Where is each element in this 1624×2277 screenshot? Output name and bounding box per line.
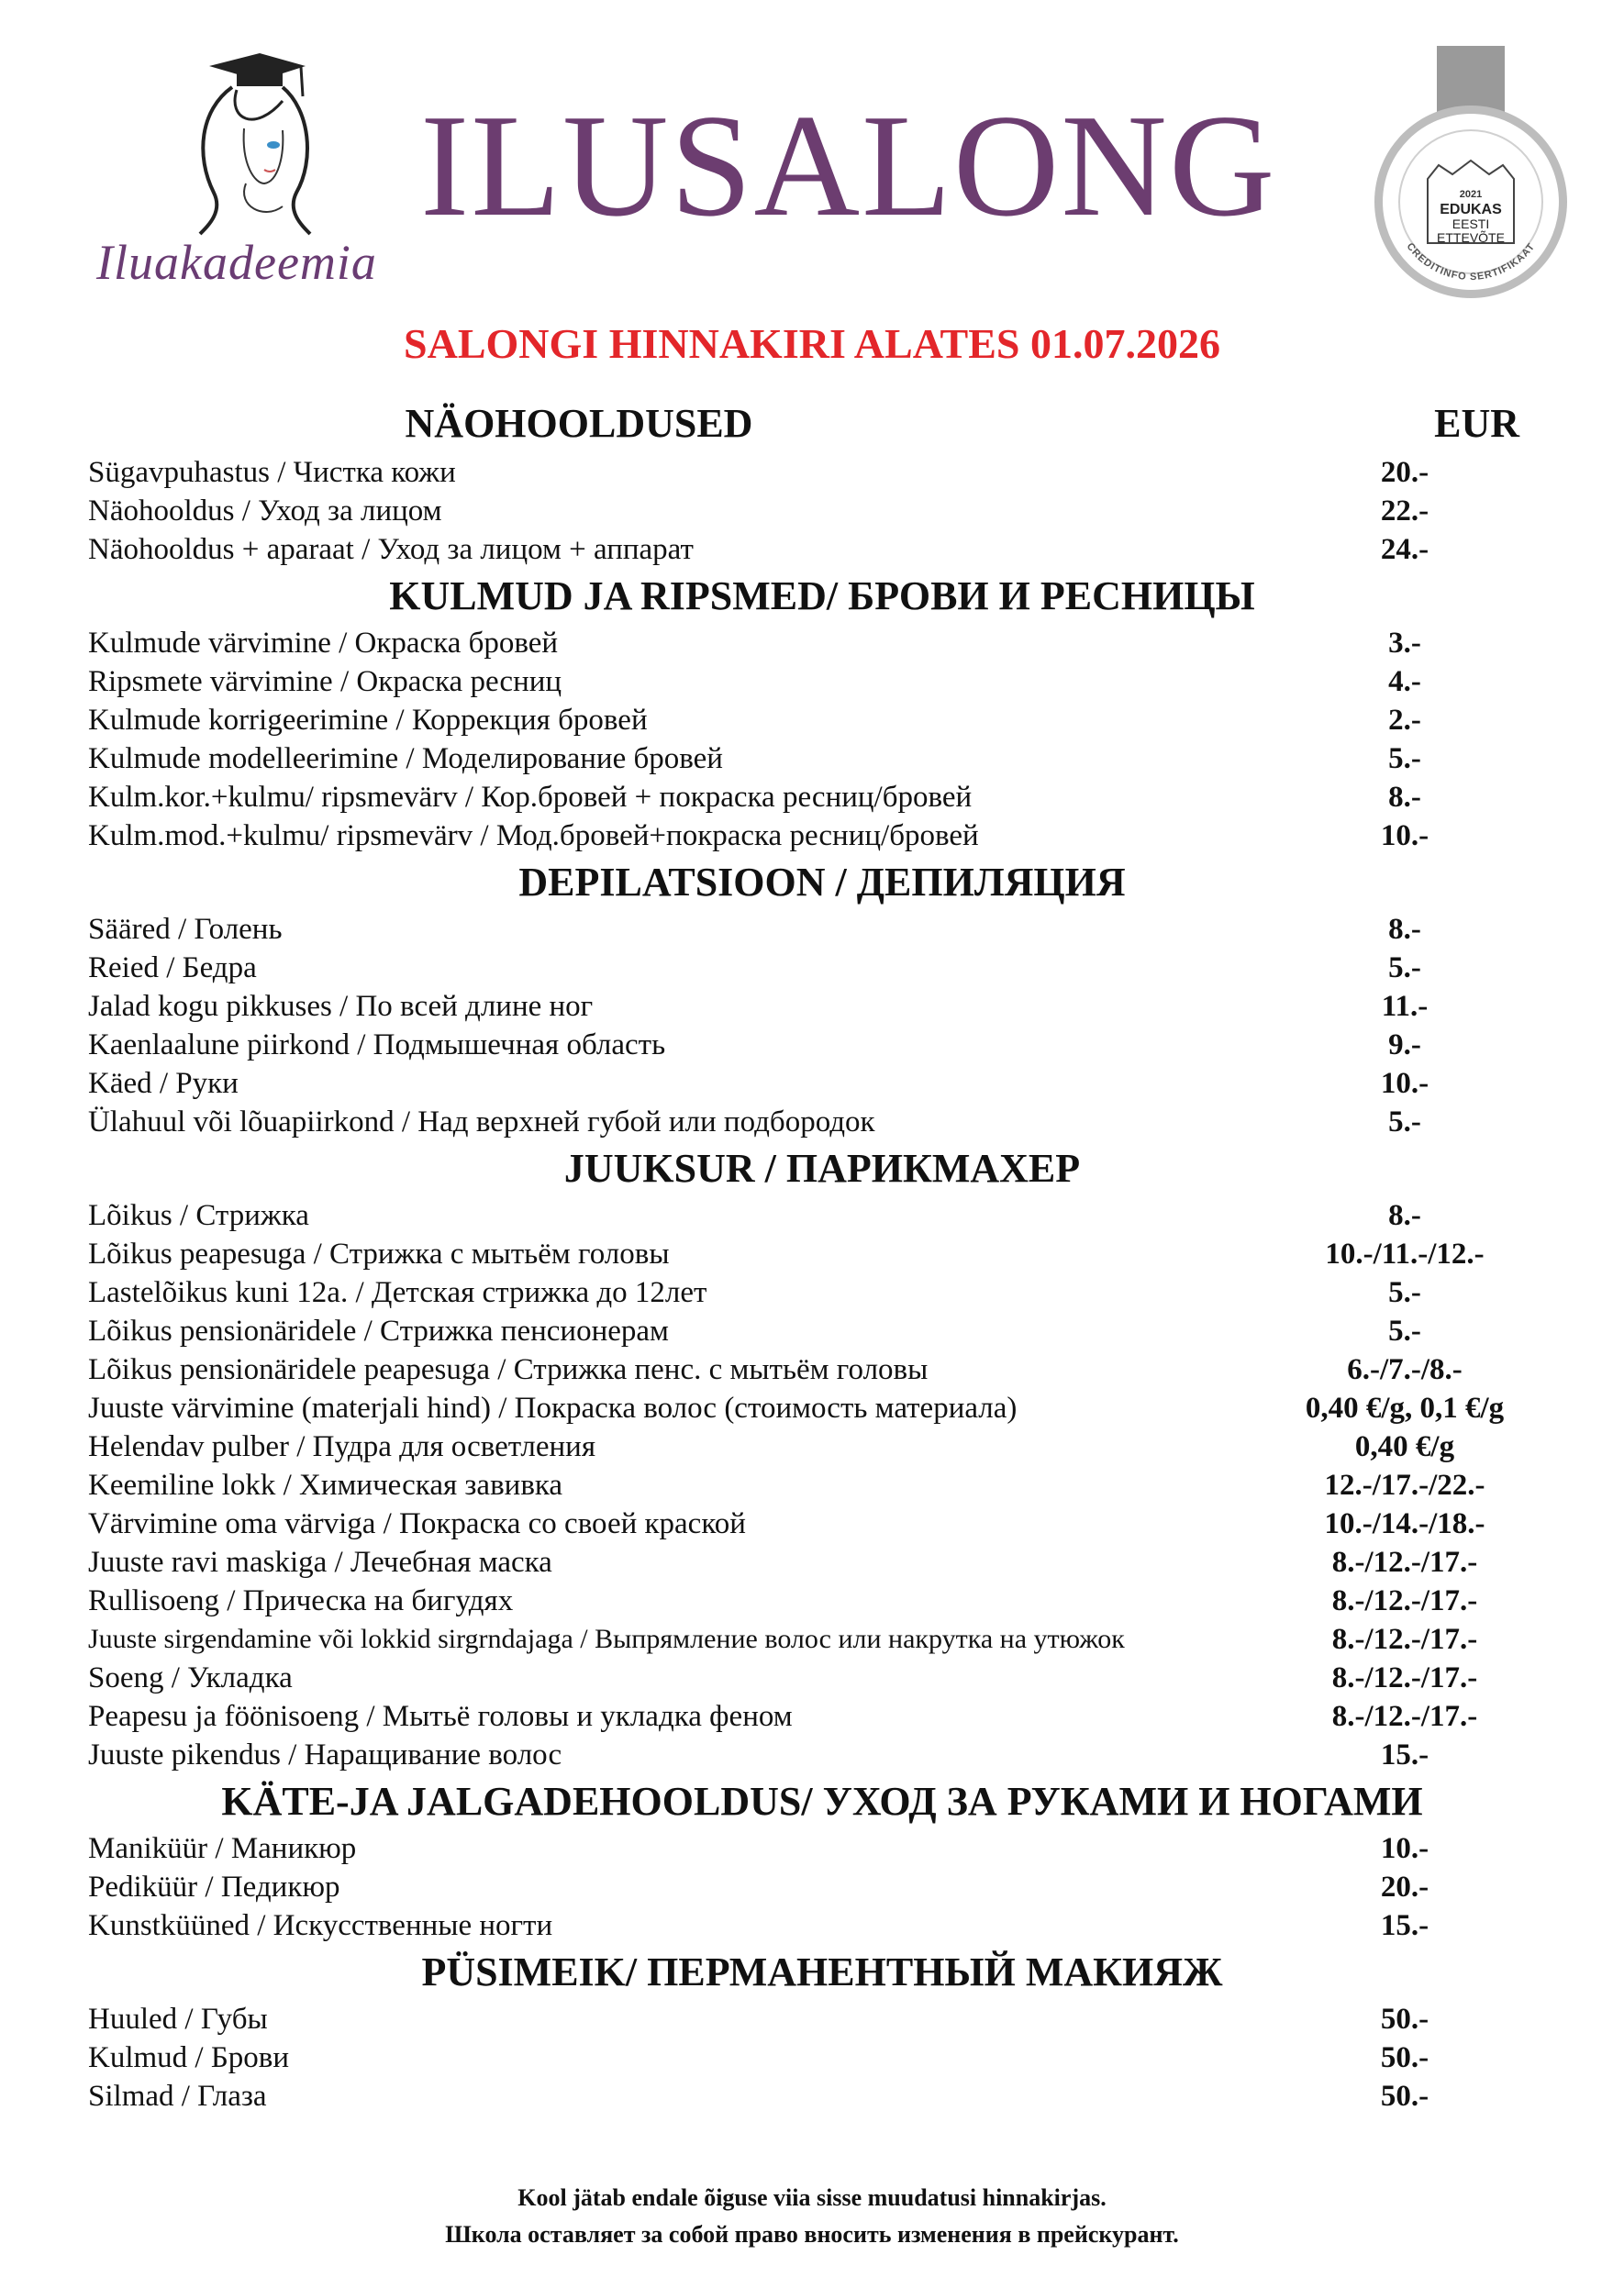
service-name: Kulmude modelleerimine / Моделирование бровей — [88, 742, 723, 775]
service-price: 8.-/12.-/17.- — [1331, 1584, 1478, 1617]
service-name: Kulmud / Брови — [88, 2041, 290, 2074]
service-name: Lõikus / Стрижка — [88, 1199, 309, 1232]
price-row — [88, 530, 1556, 569]
price-row — [88, 1350, 1556, 1389]
service-name: Keemiline lokk / Химическая завивка — [88, 1469, 563, 1502]
price-row — [88, 662, 1556, 701]
price-row — [88, 1103, 1556, 1141]
price-row — [88, 1196, 1556, 1235]
footer-line-et: Kool jätab endale õiguse viia sisse muudatusi hinnakirjas. — [517, 2184, 1107, 2211]
service-name: Silmad / Глаза — [88, 2080, 267, 2113]
service-price: 8.-/12.-/17.- — [1331, 1661, 1478, 1694]
price-row — [88, 778, 1556, 816]
service-price: 10.- — [1380, 1067, 1429, 1100]
service-name: Juuste pikendus / Наращивание волос — [88, 1738, 562, 1772]
service-name: Lõikus pensionäridele / Стрижка пенсионерам — [88, 1315, 669, 1348]
service-name: Ülahuul või lõuapiirkond / Над верхней губой или подбородок — [88, 1105, 875, 1138]
service-name: Näohooldus / Уход за лицом — [88, 494, 442, 528]
page-header — [0, 0, 1624, 312]
service-price: 8.-/12.-/17.- — [1331, 1546, 1478, 1579]
price-row — [88, 2077, 1556, 2116]
service-price: 22.- — [1380, 494, 1429, 528]
price-list — [88, 394, 1556, 2116]
woman-graduate-icon — [145, 46, 328, 239]
service-name: Kulmude korrigeerimine / Коррекция бровей — [88, 704, 648, 737]
service-name: Jalad kogu pikkuses / По всей длине ног — [88, 990, 594, 1023]
badge-line2: EESTI — [1452, 217, 1490, 231]
service-price: 50.- — [1380, 2003, 1429, 2036]
section-title — [88, 394, 1556, 453]
price-row — [88, 1659, 1556, 1697]
service-price: 8.-/12.-/17.- — [1331, 1623, 1478, 1656]
service-price: 8.-/12.-/17.- — [1331, 1700, 1478, 1733]
service-price: 6.-/7.-/8.- — [1347, 1353, 1463, 1386]
price-row — [88, 2000, 1556, 2038]
badge-ring-text: CREDITINFO SERTIFIKAAT — [1404, 240, 1538, 283]
price-row — [88, 1620, 1556, 1659]
badge-line3: ETTEVÕTE — [1437, 230, 1505, 245]
service-price: 15.- — [1380, 1909, 1429, 1942]
service-price: 8.- — [1388, 1199, 1421, 1232]
service-name: Sügavpuhastus / Чистка кожи — [88, 456, 456, 489]
service-price: 20.- — [1380, 1871, 1429, 1904]
price-row — [88, 1026, 1556, 1064]
service-name: Helendav pulber / Пудра для осветления — [88, 1430, 596, 1463]
academy-name: Iluakadeemia — [96, 235, 377, 290]
service-name: Rullisoeng / Прическа на бигудях — [88, 1584, 514, 1617]
service-name: Käed / Руки — [88, 1067, 239, 1100]
service-name: Huuled / Губы — [88, 2003, 268, 2036]
price-row — [88, 1582, 1556, 1620]
service-name: Ripsmete värvimine / Окраска ресниц — [88, 665, 562, 698]
service-price: 3.- — [1388, 627, 1421, 660]
service-name: Värvimine oma värviga / Покраска со своей краской — [88, 1507, 746, 1540]
section-title: KÄTE-JA JALGADEHOOLDUS/ УХОД ЗА РУКАМИ И НОГАМИ — [221, 1779, 1423, 1824]
price-row — [88, 816, 1556, 855]
price-row — [88, 492, 1556, 530]
service-name: Reied / Бедра — [88, 951, 257, 984]
section-title: KULMUD JA RIPSMED/ БРОВИ И РЕСНИЦЫ — [389, 573, 1255, 618]
service-price: 24.- — [1380, 533, 1429, 566]
service-price: 0,40 €/g — [1354, 1430, 1455, 1463]
service-name: Maniküür / Маникюр — [88, 1832, 357, 1865]
price-row — [88, 1064, 1556, 1103]
service-price: 12.-/17.-/22.- — [1324, 1469, 1485, 1502]
service-price: 5.- — [1388, 951, 1421, 984]
price-row — [88, 1868, 1556, 1906]
service-price: 4.- — [1388, 665, 1421, 698]
price-row — [88, 910, 1556, 949]
price-row — [88, 1466, 1556, 1505]
service-price: 11.- — [1381, 990, 1429, 1023]
service-price: 8.- — [1388, 781, 1421, 814]
service-name: Kulmude värvimine / Окраска бровей — [88, 627, 559, 660]
service-price: 9.- — [1388, 1028, 1421, 1061]
service-name: Näohooldus + aparaat / Уход за лицом + аппарат — [88, 533, 694, 566]
service-price: 50.- — [1380, 2080, 1429, 2113]
service-price: 10.- — [1380, 1832, 1429, 1865]
price-row — [88, 1312, 1556, 1350]
service-name: Pediküür / Педикюр — [88, 1871, 340, 1904]
service-price: 5.- — [1388, 1276, 1421, 1309]
service-name: Peapesu ja föönisoeng / Мытьё головы и укладка феном — [88, 1700, 793, 1733]
service-price: 10.-/11.-/12.- — [1325, 1238, 1485, 1271]
price-row — [88, 987, 1556, 1026]
price-row — [88, 1829, 1556, 1868]
price-row — [88, 1736, 1556, 1774]
academy-logo — [81, 46, 393, 294]
service-name: Lastelõikus kuni 12a. / Детская стрижка до 12лет — [88, 1276, 707, 1309]
footer-line-ru: Школа оставляет за собой право вносить изменения в прейскурант. — [445, 2221, 1179, 2248]
service-name: Kulm.mod.+kulmu/ ripsmevärv / Мод.бровей+покраска ресниц/бровей — [88, 819, 979, 852]
service-name: Soeng / Укладка — [88, 1661, 293, 1694]
service-price: 20.- — [1380, 456, 1429, 489]
section-title-text: NÄOHOOLDUSED — [405, 401, 753, 446]
service-price: 8.- — [1388, 913, 1421, 946]
service-name: Sääred / Голень — [88, 913, 283, 946]
footer-disclaimer — [0, 2180, 1624, 2253]
service-price: 50.- — [1380, 2041, 1429, 2074]
service-price: 10.-/14.-/18.- — [1324, 1507, 1485, 1540]
price-row — [88, 1273, 1556, 1312]
price-row — [88, 624, 1556, 662]
price-row — [88, 949, 1556, 987]
service-name: Lõikus pensionäridele peapesuga / Стрижка пенс. с мытьём головы — [88, 1353, 929, 1386]
price-row — [88, 453, 1556, 492]
service-name: Kulm.kor.+kulmu/ ripsmevärv / Кор.бровей + покраска ресниц/бровей — [88, 781, 973, 814]
price-row — [88, 1543, 1556, 1582]
badge-year: 2021 — [1459, 189, 1483, 200]
service-price: 15.- — [1380, 1738, 1429, 1772]
service-price: 10.- — [1380, 819, 1429, 852]
price-row — [88, 1235, 1556, 1273]
service-name: Kaenlaalune piirkond / Подмышечная область — [88, 1028, 666, 1061]
page-title: ILUSALONG — [420, 83, 1277, 247]
price-row — [88, 739, 1556, 778]
service-price: 5.- — [1388, 1105, 1421, 1138]
service-price: 2.- — [1388, 704, 1421, 737]
currency-label: EUR — [1434, 401, 1519, 446]
service-name: Lõikus peapesuga / Стрижка с мытьём головы — [88, 1238, 670, 1271]
service-name: Juuste värvimine (materjali hind) / Покраска волос (стоимость материала) — [88, 1392, 1018, 1425]
certificate-badge — [1365, 46, 1576, 321]
service-name: Juuste sirgendamine või lokkid sirgrndajaga / Выпрямление волос или накрутка на утюжок — [88, 1624, 1125, 1654]
section-title: PÜSIMEIK/ ПЕРМАНЕНТНЫЙ МАКИЯЖ — [421, 1949, 1223, 1994]
price-row — [88, 1906, 1556, 1945]
section-title: DEPILATSIOON / ДЕПИЛЯЦИЯ — [518, 860, 1126, 905]
price-row — [88, 1697, 1556, 1736]
section-title: JUUKSUR / ПАРИКМАХЕР — [563, 1146, 1081, 1191]
badge-line1: EDUKAS — [1440, 202, 1502, 217]
service-name: Kunstküüned / Искусственные ногти — [88, 1909, 553, 1942]
price-list-subtitle: SALONGI HINNAKIRI ALATES 01.07.2026 — [404, 320, 1220, 367]
certificate-medal-icon — [1365, 46, 1576, 321]
service-price: 0,40 €/g, 0,1 €/g — [1305, 1392, 1505, 1425]
price-row — [88, 701, 1556, 739]
service-name: Juuste ravi maskiga / Лечебная маска — [88, 1546, 552, 1579]
price-row — [88, 1427, 1556, 1466]
price-row — [88, 1389, 1556, 1427]
service-price: 5.- — [1388, 1315, 1421, 1348]
service-price: 5.- — [1388, 742, 1421, 775]
price-row — [88, 2038, 1556, 2077]
price-row — [88, 1505, 1556, 1543]
